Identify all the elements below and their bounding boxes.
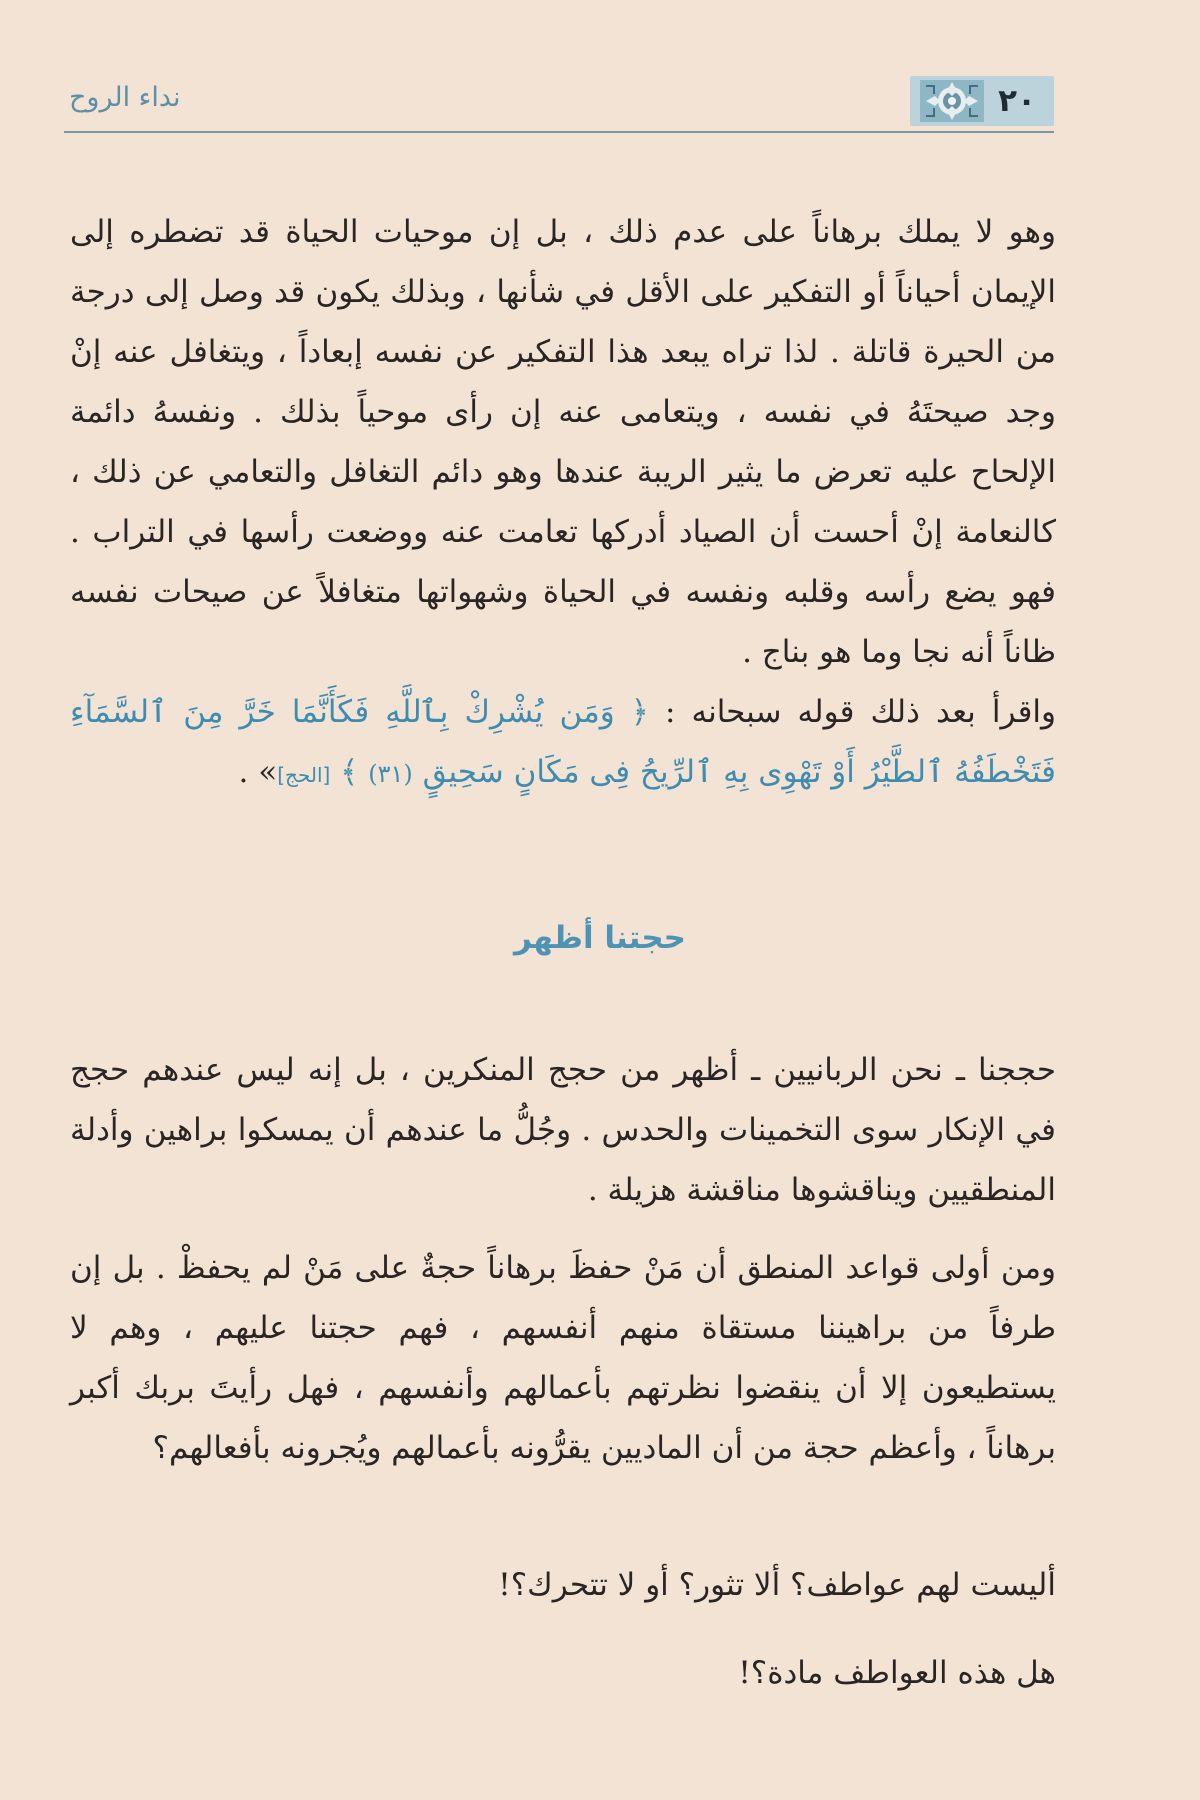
paragraph-1-body: وهو لا يملك برهاناً على عدم ذلك ، بل إن موحيات الحياة قد تضطره إلى الإيمان أحياناً أو التفكير على الأقل في شأنها ، وبذلك يكون قد وصل إلى درجة من الحيرة قاتلة . لذا تراه يبعد هذا التفكير عن نفسه إبعاداً ، ويتغافل عنه إنْ وجد صيحتَهُ في نفسه ، ويتعامى عنه إن رأى موحياً بذلك . ونفسهُ دائمة الإلحاح عليه تعرض ما يثير الريبة عندها وهو دائم التغافل والتعامي عن ذلك ، كالنعامة إنْ أحست أن الصياد أدركها تعامت عنه ووضعت رأسها في التراب . فهو يضع رأسه وقلبه ونفسه في الحياة وشهواتها متغافلاً عن صيحات نفسه ظاناً أنه نجا وما هو بناج . xyxy=(70,214,1056,670)
paragraph-4-text: أليست لهم عواطف؟ ألا تثور؟ أو لا تتحرك؟! xyxy=(498,1567,1056,1603)
quran-quote: ﴿ وَمَن يُشْرِكْ بِٱللَّهِ فَكَأَنَّمَا خَرَّ مِنَ ٱلسَّمَآءِ فَتَخْطَفُهُ ٱلطَّيْرُ أَوْ تَهْوِى بِهِ ٱلرِّيحُ فِى مَكَانٍ سَحِيقٍ xyxy=(70,694,1056,790)
paragraph-1-text xyxy=(70,202,1056,805)
paragraph-4 xyxy=(70,1555,1056,1615)
paragraph-5-text: هل هذه العواطف مادة؟! xyxy=(738,1655,1056,1691)
paragraph-3-text: ومن أولى قواعد المنطق أن مَنْ حفظَ برهاناً حجةٌ على مَنْ لم يحفظْ . بل إن طرفاً من براهيننا مستقاة منهم أنفسهم ، فهم حجتنا عليهم ، وهم لا يستطيعون إلا أن ينقضوا نظرتهم بأعمالهم وأنفسهم ، فهل رأيتَ بربك أكبر برهاناً ، وأعظم حجة من أن الماديين يقرُّونه بأعمالهم ويُجرونه بأفعالهم؟ xyxy=(70,1250,1056,1466)
paragraph-2-text: حججنا ـ نحن الربانيين ـ أظهر من حجج المنكرين ، بل إنه ليس عندهم حجج في الإنكار سوى التخمينات والحدس . وجُلُّ ما عندهم أن يمسكوا براهين وأدلة المنطقيين ويناقشوها مناقشة هزيلة . xyxy=(70,1052,1056,1208)
quote-close: ﴾ xyxy=(340,754,369,790)
book-title: نداء الروح xyxy=(69,82,181,113)
ornament-icon xyxy=(918,78,986,124)
verse-number: (٣١) xyxy=(368,760,413,788)
paragraph-1 xyxy=(70,202,1056,805)
paragraph-5 xyxy=(70,1643,1056,1703)
section-title: حجتنا أظهر xyxy=(514,920,686,956)
quote-source: [الحج] xyxy=(277,763,331,787)
page-number-box xyxy=(910,76,1054,126)
paragraph-2 xyxy=(70,1040,1056,1220)
quote-intro: واقرأ بعد ذلك قوله سبحانه : xyxy=(648,694,1056,730)
page-header xyxy=(64,76,1054,133)
quote-end: » . xyxy=(238,754,278,790)
page-number: ٢٠ xyxy=(998,83,1036,119)
paragraph-3 xyxy=(70,1238,1056,1478)
